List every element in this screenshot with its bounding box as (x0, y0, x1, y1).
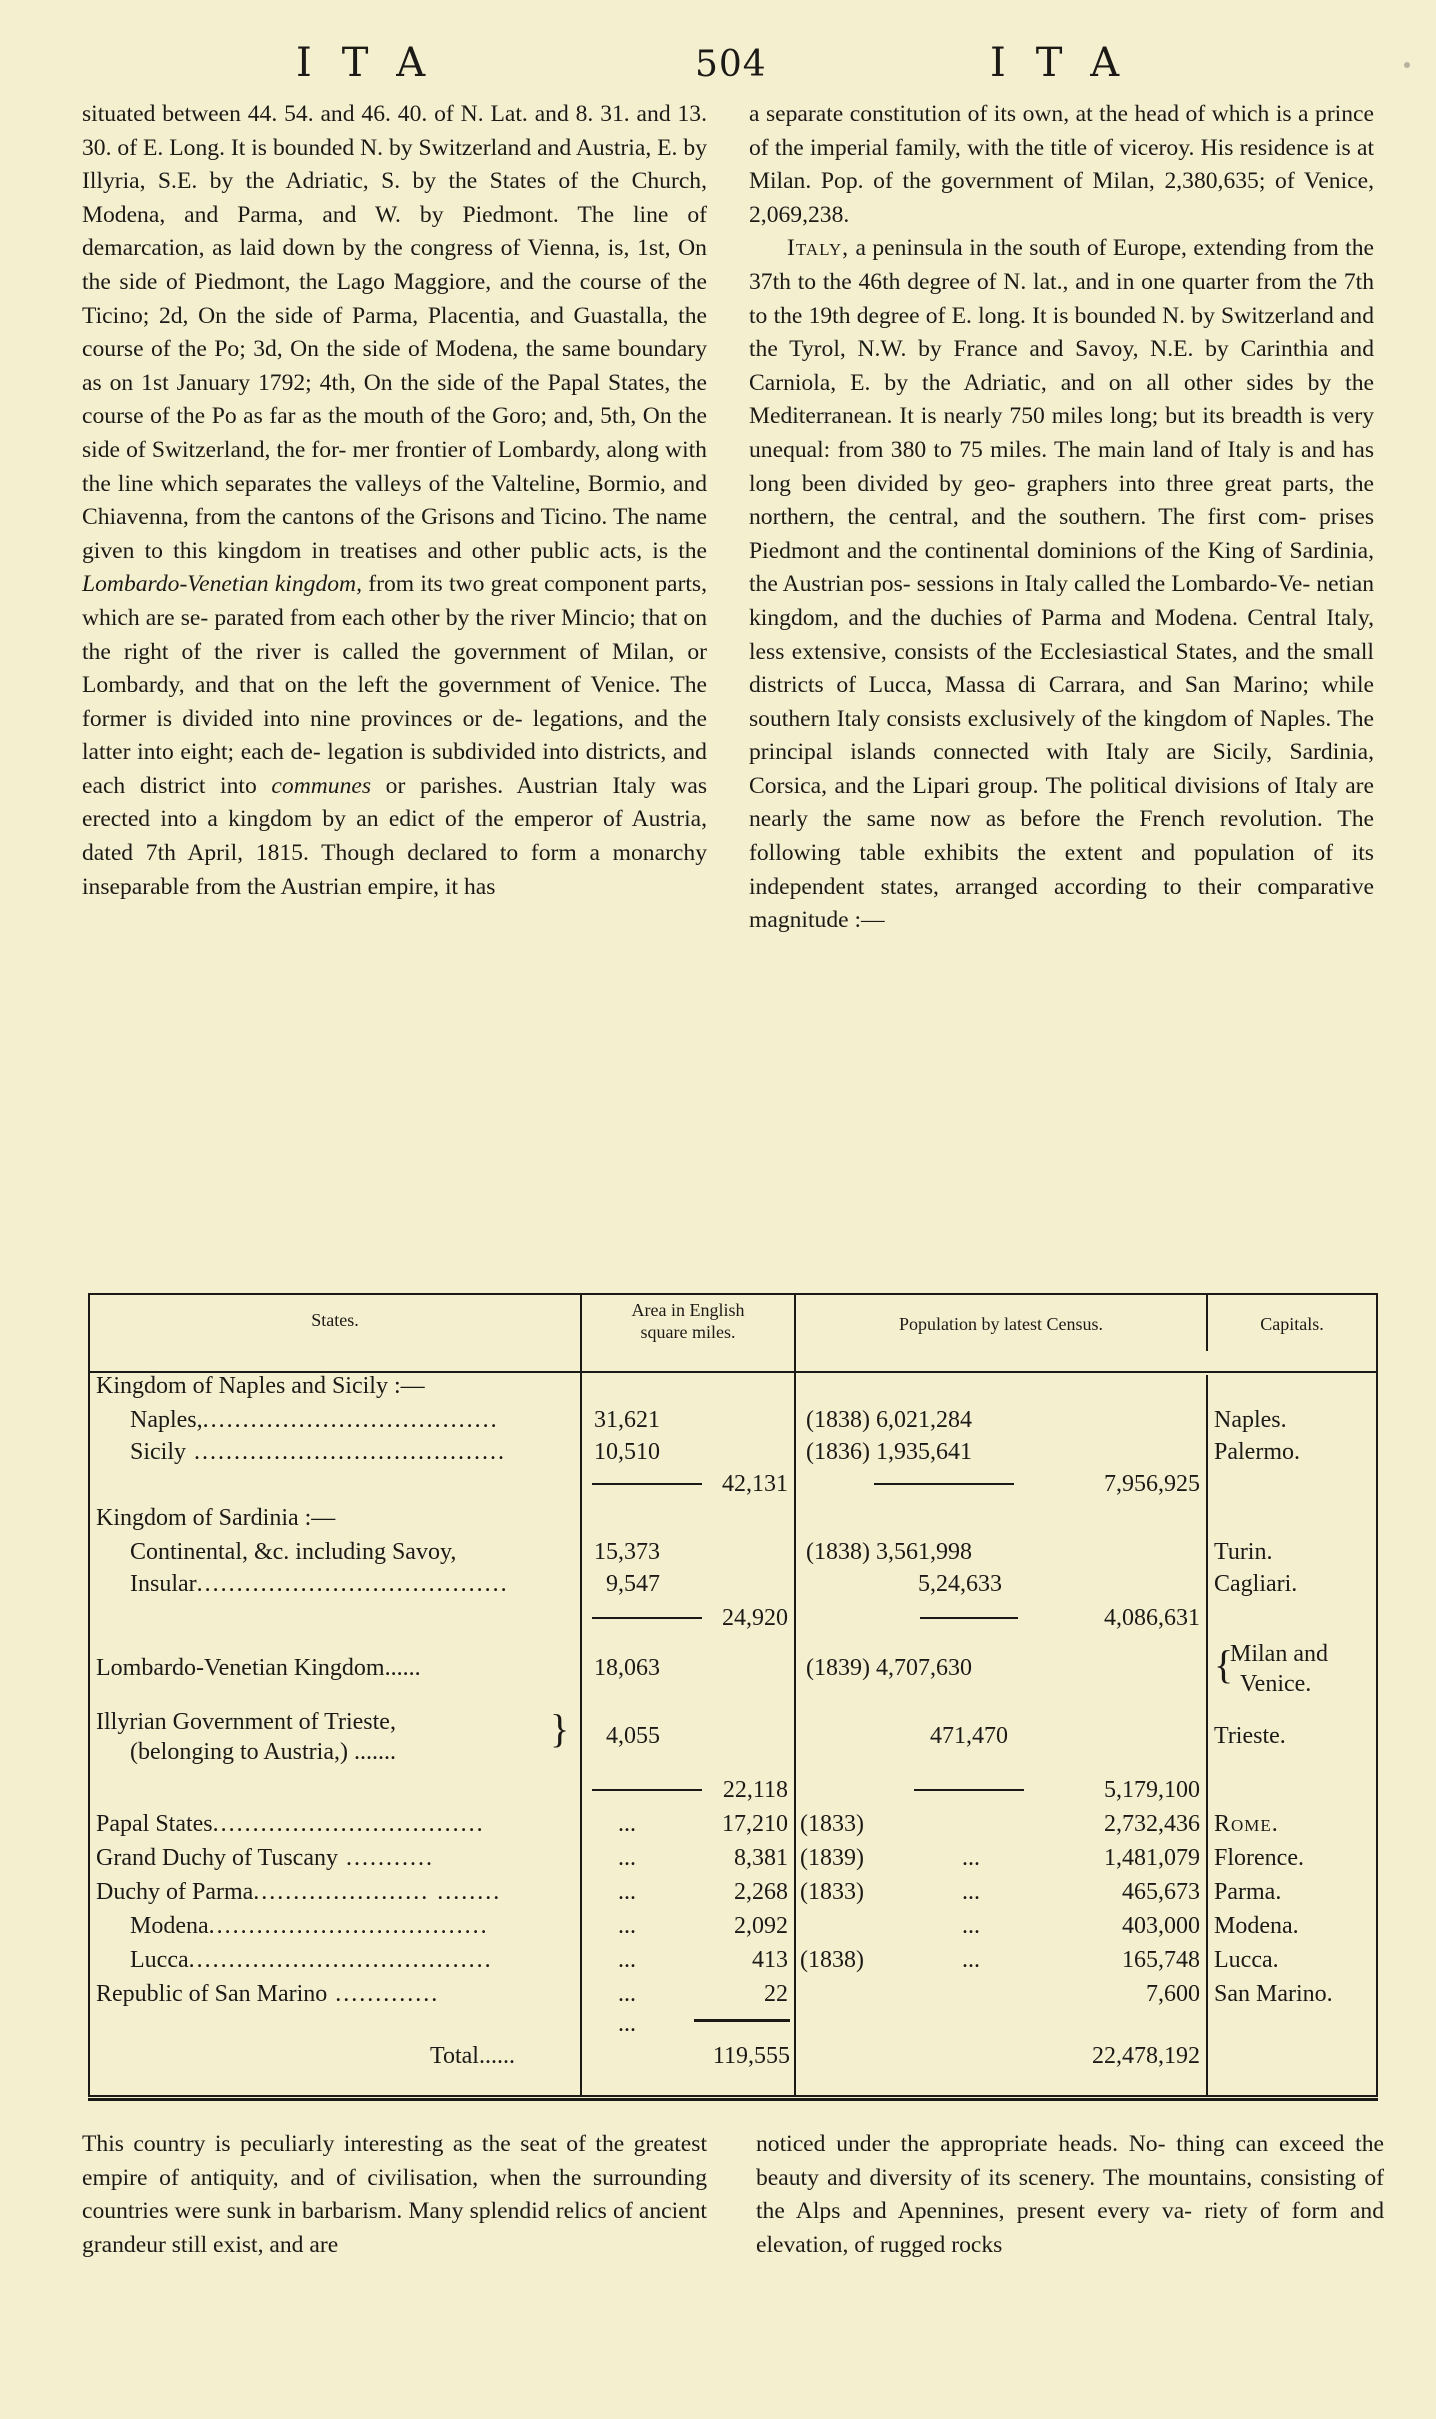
leader-dots: ...................................... (188, 1947, 493, 1973)
text-line: small districts of Lucca, Massa di Carrara, and (749, 638, 1374, 699)
text-line: miles long; but its breadth is very unequal: (749, 403, 1374, 463)
text-line: of the King of Sardinia, the Austrian pos- (749, 537, 1374, 598)
census-year: (1833) (800, 1811, 864, 1837)
area-value: 18,063 (594, 1655, 660, 1681)
running-head-right: ITA (990, 40, 1150, 86)
text-line: Sicily, Sardinia, Corsica, and the Lipari group. (749, 739, 1374, 799)
leader-dots: .................................. (212, 1811, 485, 1837)
text-line: Illyria, S.E. by the Adriatic, S. by the States (82, 168, 547, 195)
entry-heading: Italy, (787, 235, 850, 262)
area-subtotal: 42,131 (722, 1471, 788, 1497)
text-line: 2,380,635; of Venice, 2,069,238. (749, 168, 1375, 228)
leader-dots: ............. (327, 1981, 440, 2007)
text-line: the 19th degree of E. long. It is bounded (773, 302, 1156, 329)
area-value: 2,092 (734, 1913, 788, 1939)
lower-right-paragraph (756, 2128, 1384, 2262)
row-label: Kingdom of Sardinia :— (96, 1505, 336, 1531)
header-population: Population by latest Census. (899, 1314, 1103, 1334)
row-label-text: Papal States (96, 1811, 213, 1837)
subtotal-rule (920, 1617, 1018, 1619)
running-head-left: ITA (296, 40, 456, 86)
text-line: 1815. Though declared to form a monarchy (255, 840, 707, 867)
lower-right-column (756, 2128, 1384, 2262)
text-line: were sunk in barbarism. Many splendid (174, 2198, 550, 2225)
text-line: a peninsula in the south of Europe, (855, 235, 1187, 262)
area-value: 17,210 (722, 1811, 788, 1837)
text-line: mer frontier of Lombardy, along with the line (82, 436, 707, 497)
leader-dots: ....................................... (196, 1571, 509, 1597)
row-label-text: Duchy of Parma (96, 1879, 254, 1905)
right-paragraph-1 (749, 98, 1374, 232)
left-column (82, 98, 707, 904)
capital-value: Parma. (1214, 1879, 1282, 1905)
population-subtotal: 5,179,100 (1104, 1777, 1200, 1803)
text-line: sides by the Mediterranean. It is nearly 750 (749, 369, 1374, 430)
text-line: sessions in Italy called the Lombardo-Ve- (916, 571, 1311, 598)
population-value: 1,481,079 (1104, 1845, 1200, 1871)
population-total: 22,478,192 (1092, 2043, 1200, 2069)
population-value: 165,748 (1122, 1947, 1200, 1973)
column-divider (580, 1295, 582, 2095)
ditto-dots: ... (618, 1811, 636, 1837)
leader-dots: ................................... (208, 1913, 489, 1939)
brace-icon: } (550, 1706, 570, 1751)
row-label-text: Insular (130, 1571, 197, 1597)
leader-dots: ...................... ........ (253, 1879, 502, 1905)
census-year: (1833) (800, 1879, 864, 1905)
text-line: extending from the 37th to the 46th degree (749, 235, 1374, 295)
text-line: or parishes. Austrian (385, 772, 598, 799)
area-value: 8,381 (734, 1845, 788, 1871)
ditto-dots: ... (962, 1947, 980, 1973)
leader-dots: ..................................... (202, 1407, 499, 1433)
text-line: bounded N. by Switzerland and Austria, E. by (272, 134, 707, 161)
area-value: 10,510 (594, 1439, 660, 1465)
area-subtotal: 24,920 (722, 1605, 788, 1631)
text-line: Carniola, E. by the Adriatic, and on all other (749, 369, 1233, 396)
capital-value: Florence. (1214, 1845, 1304, 1871)
text-line: same now as before the French revolution. (866, 806, 1323, 833)
row-label: Continental, &c. including Savoy, (130, 1539, 457, 1565)
text-line: with the title of viceroy. His residence is at (967, 134, 1374, 161)
text-line: of Parma, Placentia, and Guastalla, the course (82, 302, 707, 363)
text-line: prises Piedmont and the continental dominions (749, 504, 1374, 564)
row-label (130, 1909, 489, 1943)
text-line: On the side of the Papal States, the course (82, 369, 708, 430)
row-label (96, 1807, 485, 1841)
text-line: principal islands connected with Italy are (749, 739, 1196, 766)
column-divider (794, 1295, 796, 2095)
ditto-dots: ... (618, 1947, 636, 1973)
row-label: (belonging to Austria,) ....... (130, 1739, 396, 1765)
text-line: consists of the Ecclesiastical States, and the (894, 638, 1316, 665)
text-line: riety of form and elevation, of rugged rocks (756, 2198, 1384, 2258)
right-paragraph-2 (749, 232, 1374, 937)
text-line: thing can exceed the beauty and diversity of (756, 2131, 1385, 2191)
subtotal-rule (914, 1789, 1024, 1791)
text-line: of the Po; 3d, On the side of Modena, the (151, 336, 555, 363)
text-line: its two great component parts, which are se- (82, 571, 707, 631)
text-line: on the left the government of Venice. The (284, 672, 707, 699)
row-label (96, 1841, 434, 1875)
population-value: (1838) 3,561,998 (806, 1539, 972, 1565)
capital-value: Naples. (1214, 1407, 1287, 1433)
text-line: this kingdom in treatises and other public (173, 537, 590, 564)
text-line: relics of ancient grandeur still exist, and are (82, 2198, 707, 2258)
lower-left-paragraph (82, 2128, 707, 2262)
population-value: (1839) 4,707,630 (806, 1655, 972, 1681)
ditto-dots: ... (618, 1913, 636, 1939)
census-year: (1838) (800, 1947, 864, 1973)
area-subtotal: 22,118 (722, 1777, 788, 1803)
row-label: Kingdom of Naples and Sicily :— (96, 1373, 425, 1399)
header-area-line: square miles. (640, 1322, 736, 1342)
leader-dots: ....................................... (186, 1439, 507, 1465)
row-label-text: Grand Duchy of Tuscany (96, 1845, 338, 1871)
header-states: States. (311, 1310, 359, 1330)
capital-value: San Marino. (1214, 1981, 1333, 2007)
population-value: (1836) 1,935,641 (806, 1439, 972, 1465)
text-line: population of its independent states, arranged (749, 840, 1374, 900)
text-line: same boundary as on 1st January 1792; 4th, (82, 336, 707, 396)
capital-value: Venice. (1240, 1671, 1312, 1697)
ditto-dots: ... (618, 2011, 636, 2037)
row-label (96, 1977, 439, 2011)
right-column (749, 98, 1374, 938)
text-line: and 8. 31. and 13. 30. of E. Long. It is (82, 101, 707, 161)
text-line: from (368, 571, 415, 598)
text-line: inseparable from the Austrian empire, it has (82, 873, 496, 900)
area-value: 2,268 (734, 1879, 788, 1905)
header-area-line: Area in English (631, 1300, 745, 1320)
area-value: 31,621 (594, 1407, 660, 1433)
text-line: legation is subdivided into districts, and each (82, 739, 707, 799)
subtotal-rule (592, 1483, 702, 1485)
population-value: 403,000 (1122, 1913, 1200, 1939)
text-line: and Modena. Central Italy, less extensive, (749, 604, 1374, 665)
ditto-dots: ... (618, 1845, 636, 1871)
text-line: of the Po as far as the mouth of the Goro; (150, 403, 548, 430)
text-line: Milan. Pop. of the government of Milan, (749, 168, 1155, 195)
leader-dots: ........... (337, 1845, 434, 1871)
text-line: On the side of Piedmont, the Lago Maggiore, (82, 235, 707, 295)
text-line: seat of the greatest empire of antiquity, and (82, 2131, 708, 2191)
italic-term: communes (271, 772, 372, 799)
text-line: of the emperor of Austria, dated 7th April, (82, 806, 707, 867)
population-value: 471,470 (930, 1723, 1008, 1749)
capital-value: Rome. (1214, 1811, 1279, 1837)
text-line: former is divided into nine provinces or de- (82, 705, 523, 732)
text-line: netian kingdom, and the duchies of Parma (749, 571, 1374, 631)
text-line: The following table exhibits the extent and (749, 806, 1374, 867)
population-subtotal: 4,086,631 (1104, 1605, 1200, 1631)
text-line: exclusively of the kingdom of Naples. The (967, 705, 1374, 732)
text-line: government of Milan, or Lombardy, and that (82, 638, 708, 699)
row-label: Illyrian Government of Trieste, (96, 1709, 396, 1735)
row-label-text: Republic of San Marino (96, 1981, 328, 2007)
row-label-text: Sicily (130, 1439, 187, 1465)
population-value: 2,732,436 (1104, 1811, 1200, 1837)
page-number: 504 (695, 44, 767, 85)
capital-value: Turin. (1214, 1539, 1273, 1565)
text-line: France and Savoy, N.E. by Carinthia and (953, 336, 1375, 363)
population-subtotal: 7,956,925 (1104, 1471, 1200, 1497)
brace-icon: { (1214, 1642, 1234, 1687)
area-total: 119,555 (712, 2043, 790, 2069)
text-line: acts, is the (599, 537, 708, 564)
capital-value: Palermo. (1214, 1439, 1300, 1465)
text-line: the Grisons and Ticino. The name given to (82, 504, 707, 564)
text-line: San Marino; while southern Italy consists (749, 672, 1375, 732)
total-rule (694, 2019, 790, 2022)
text-line: which separates the valleys of the Valteline, (160, 470, 581, 497)
text-line: and, 5th, On the side of Switzerland, the for- (82, 403, 707, 463)
ditto-dots: ... (962, 1879, 980, 1905)
subtotal-rule (592, 1617, 702, 1619)
row-label (130, 1403, 499, 1437)
area-value: 22 (764, 1981, 788, 2007)
ditto-dots: ... (618, 1879, 636, 1905)
text-line: N. by Switzerland and the Tyrol, N.W. by (749, 302, 1375, 363)
population-value: 7,600 (1146, 1981, 1200, 2007)
text-line: Italy was erected into a kingdom by an edict (82, 772, 708, 833)
text-line: its scenery. The mountains, consisting of (988, 2164, 1385, 2191)
subtotal-rule (592, 1789, 702, 1791)
ditto-dots: ... (962, 1913, 980, 1939)
text-line: of civilisation, when the surrounding countries (82, 2164, 707, 2225)
census-year: (1839) (800, 1845, 864, 1871)
text-line: This country is peculiarly interesting as the (82, 2131, 511, 2157)
text-line: The political divisions of Italy are nearly the (749, 772, 1375, 833)
area-value: 4,055 (606, 1723, 660, 1749)
area-value: 15,373 (594, 1539, 660, 1565)
text-line: parated from each other by the river Mincio; (214, 604, 636, 631)
row-label (130, 1435, 506, 1469)
text-line: a separate constitution of its own, at the head (749, 101, 1180, 127)
capital-value: Trieste. (1214, 1723, 1286, 1749)
text-line: the central, and the southern. The first com- (847, 504, 1307, 531)
text-line: of which is a prince of the imperial family, (749, 101, 1374, 161)
margin-dot (1404, 62, 1410, 68)
area-value: 9,547 (606, 1571, 660, 1597)
row-label: Lombardo-Venetian Kingdom...... (96, 1655, 421, 1681)
text-line: Italy is and has long been divided by geo- (749, 436, 1375, 497)
text-line: the Alps and Apennines, present every va- (756, 2198, 1193, 2225)
text-line: district into (139, 772, 257, 799)
row-label-text: Lucca (130, 1947, 189, 1973)
text-line: laid down by the congress of Vienna, is, 1st, (239, 235, 671, 262)
ditto-dots: ... (962, 1845, 980, 1871)
capital-value: Modena. (1214, 1913, 1299, 1939)
population-value: 5,24,633 (918, 1571, 1002, 1597)
row-label (130, 1943, 493, 1977)
capital-value: Lucca. (1214, 1947, 1279, 1973)
text-line: situated between 44. 54. and 46. 40. of N. Lat. (82, 101, 528, 127)
ditto-dots: ... (618, 1981, 636, 2007)
text-line: Bormio, and Chiavenna, from the cantons of (82, 470, 707, 531)
header-capitals: Capitals. (1260, 1314, 1324, 1334)
text-line: from 380 to 75 miles. The main land of (837, 436, 1221, 463)
text-line: by Piedmont. The line of demarcation, as (82, 201, 707, 262)
header-area (582, 1299, 794, 1343)
capital-value: Cagliari. (1214, 1571, 1298, 1597)
total-label: Total...... (430, 2043, 515, 2069)
text-line: graphers into three great parts, the northern, (749, 470, 1374, 531)
text-line: and the course of the Ticino; 2d, On the side (82, 268, 707, 329)
states-table (88, 1293, 1378, 2097)
row-label-text: Naples, (130, 1407, 203, 1433)
column-divider (1206, 1375, 1208, 2095)
text-line: that on the right of the river is called the (82, 604, 707, 665)
subtotal-rule (874, 1483, 1014, 1485)
row-label (130, 1567, 509, 1601)
left-paragraph (82, 98, 707, 904)
italic-term: Lombardo-Venetian kingdom, (82, 571, 362, 598)
capital-value: Milan and (1230, 1641, 1328, 1667)
lower-left-column (82, 2128, 707, 2262)
area-value: 413 (752, 1947, 788, 1973)
text-line: legations, and the latter into eight; each de- (82, 705, 707, 766)
text-line: according to their comparative magnitude :— (749, 873, 1374, 934)
population-value: 465,673 (1122, 1879, 1200, 1905)
text-line: of the Church, Modena, and Parma, and W. (82, 168, 707, 228)
text-line: noticed under the appropriate heads. No- (756, 2131, 1166, 2157)
population-value: (1838) 6,021,284 (806, 1407, 972, 1433)
row-label (96, 1875, 501, 1909)
text-line: of N. lat., and in one quarter from the 7th to (749, 268, 1375, 329)
row-label-text: Modena (130, 1913, 209, 1939)
